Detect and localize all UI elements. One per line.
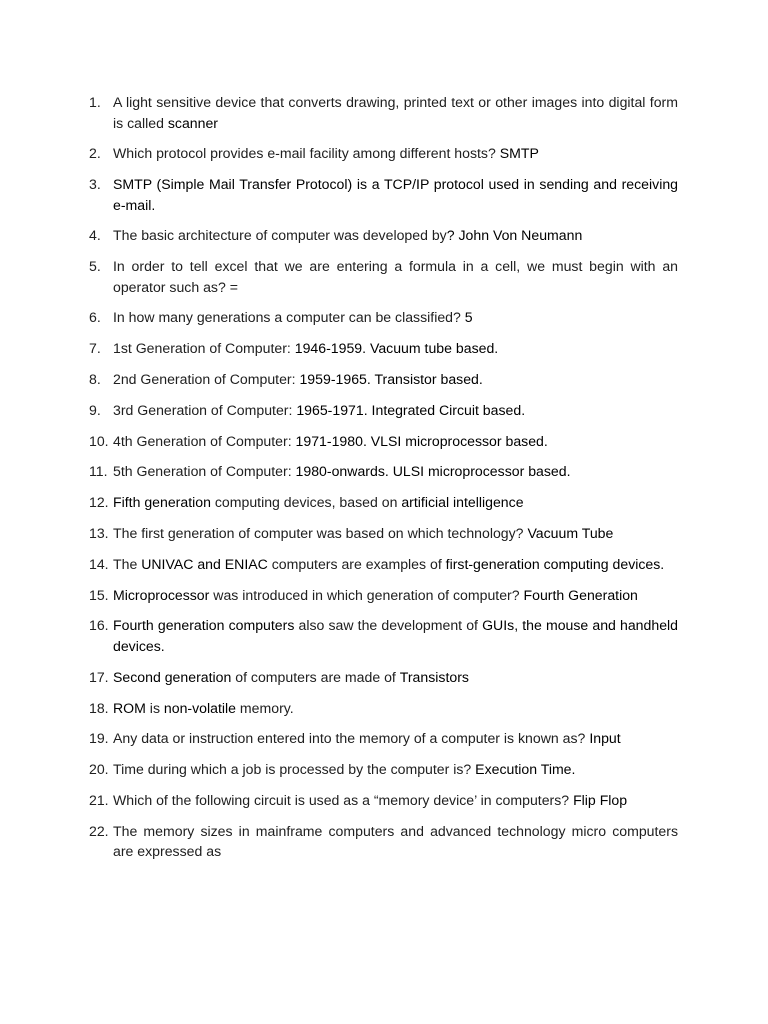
answer-text: Execution Time. xyxy=(475,761,576,778)
question-text xyxy=(113,461,678,482)
question-text-segment: The memory sizes in mainframe computers and advanced technology micro computers are expressed as xyxy=(113,822,678,860)
question-text-segment: 1st Generation of Computer: xyxy=(113,340,295,357)
question-number: 14. xyxy=(89,555,109,572)
question-item xyxy=(89,143,678,164)
question-text-segment: Which of the following circuit is used as a “memory device’ in computers? xyxy=(113,791,574,808)
question-text-segment: In how many generations a computer can be classified? xyxy=(113,309,465,326)
question-text xyxy=(113,759,678,780)
question-text-segment: 5th Generation of Computer: xyxy=(113,463,296,480)
question-item xyxy=(89,225,678,246)
question-item xyxy=(89,667,678,688)
question-text xyxy=(113,790,678,811)
question-item xyxy=(89,585,678,606)
answer-text: Microprocessor xyxy=(113,586,210,603)
question-item xyxy=(89,698,678,719)
answer-text: first-generation computing devices. xyxy=(445,555,665,572)
question-text-segment: Which protocol provides e-mail facility among different hosts? xyxy=(113,145,500,162)
question-number: 17. xyxy=(89,668,109,685)
question-number: 5. xyxy=(89,258,101,275)
question-text-segment: also saw the development of xyxy=(294,617,483,634)
question-number: 1. xyxy=(89,94,101,110)
answer-text: Second generation xyxy=(113,668,232,685)
question-text-segment: 4th Generation of Computer: xyxy=(113,432,296,449)
question-text-segment: The xyxy=(113,555,142,572)
answer-text: ROM xyxy=(113,699,146,716)
answer-text: ? John Von Neumann xyxy=(446,227,583,244)
answer-text: 1971-1980. VLSI microprocessor based. xyxy=(295,432,548,449)
answer-text: Transistors xyxy=(399,668,469,685)
question-item xyxy=(89,492,678,513)
question-text xyxy=(113,92,678,133)
question-number: 8. xyxy=(89,371,101,388)
question-text-segment: 2nd Generation of Computer: xyxy=(113,371,300,388)
question-item xyxy=(89,400,678,421)
question-item xyxy=(89,92,678,133)
answer-text: Fourth Generation xyxy=(523,586,638,603)
answer-text: 1980-onwards. ULSI microprocessor based. xyxy=(295,463,571,480)
question-number: 22. xyxy=(89,822,109,839)
question-text-segment: The basic architecture of computer was developed by xyxy=(113,227,447,244)
answer-text: 1946-1959. Vacuum tube based. xyxy=(294,340,499,357)
question-number: 21. xyxy=(89,791,109,808)
answer-text: scanner xyxy=(167,114,218,131)
question-number: 15. xyxy=(89,586,109,603)
question-text-segment: A light sensitive device that converts drawing, printed text or other images into digital form is called xyxy=(113,94,678,131)
question-item xyxy=(89,554,678,575)
question-item xyxy=(89,790,678,811)
question-text xyxy=(113,523,678,544)
question-item xyxy=(89,174,678,215)
question-item xyxy=(89,256,678,297)
question-number: 13. xyxy=(89,525,109,542)
question-text xyxy=(113,225,678,246)
question-number: 10. xyxy=(89,432,109,449)
question-text-segment: computers are examples of xyxy=(267,555,446,572)
question-item xyxy=(89,338,678,359)
question-number: 3. xyxy=(89,176,101,193)
answer-text: UNIVAC and ENIAC xyxy=(141,555,268,572)
question-text xyxy=(113,821,678,862)
question-text xyxy=(113,554,678,575)
question-item xyxy=(89,523,678,544)
question-text xyxy=(113,667,678,688)
question-item xyxy=(89,728,678,749)
question-text xyxy=(113,698,678,719)
question-number: 9. xyxy=(89,401,101,418)
question-text-segment: Time during which a job is processed by the computer is? xyxy=(113,761,476,778)
question-text xyxy=(113,431,678,452)
question-item xyxy=(89,615,678,656)
question-number: 2. xyxy=(89,145,101,162)
question-text xyxy=(113,728,678,749)
question-text-segment: Any data or instruction entered into the memory of a computer is known as? xyxy=(113,730,590,747)
question-text xyxy=(113,256,678,297)
answer-text: SMTP (Simple Mail Transfer Protocol) is a TCP/IP protocol used in sending and receiving e-mail. xyxy=(113,176,678,213)
question-text xyxy=(113,338,678,359)
answer-text: 1965-1971. Integrated Circuit based. xyxy=(296,401,526,418)
question-item xyxy=(89,431,678,452)
answer-text: 1959-1965. Transistor based. xyxy=(299,371,483,388)
question-text xyxy=(113,585,678,606)
question-text xyxy=(113,400,678,421)
answer-text: Vacuum Tube xyxy=(527,525,614,542)
question-text xyxy=(113,143,678,164)
answer-text: artificial intelligence xyxy=(401,494,524,511)
question-list xyxy=(89,92,678,872)
question-number: 7. xyxy=(89,340,101,357)
question-number: 18. xyxy=(89,699,109,716)
question-text xyxy=(113,615,678,656)
question-number: 12. xyxy=(89,494,109,511)
question-number: 20. xyxy=(89,761,109,778)
question-text xyxy=(113,492,678,513)
question-number: 4. xyxy=(89,227,101,244)
question-text-segment: memory. xyxy=(236,699,294,716)
question-text-segment: The first generation of computer was based on which technology? xyxy=(113,525,528,542)
question-number: 16. xyxy=(89,617,109,634)
answer-text: non-volatile xyxy=(163,699,236,716)
question-text-segment: computing devices, based on xyxy=(210,494,402,511)
question-text-segment: was introduced in which generation of computer? xyxy=(209,586,524,603)
question-text xyxy=(113,369,678,390)
question-number: 6. xyxy=(89,309,101,326)
answer-text: Fourth generation computers xyxy=(113,617,295,634)
question-item xyxy=(89,307,678,328)
question-text-segment: of computers are made of xyxy=(231,668,400,685)
question-text xyxy=(113,307,678,328)
answer-text: SMTP xyxy=(499,145,539,162)
answer-text: Input xyxy=(589,730,621,747)
answer-text: GUIs, the mouse and handheld devices. xyxy=(113,617,679,654)
question-item xyxy=(89,821,678,862)
question-number: 19. xyxy=(89,730,109,747)
question-item xyxy=(89,461,678,482)
question-number: 11. xyxy=(89,463,108,480)
question-text-segment: 3rd Generation of Computer: xyxy=(113,401,297,418)
answer-text: Fifth generation xyxy=(113,494,211,511)
question-item xyxy=(89,369,678,390)
answer-text: 5 xyxy=(464,309,473,326)
question-text-segment: In order to tell excel that we are entering a formula in a cell, we must begin with an operator such as? = xyxy=(113,258,678,295)
answer-text: Flip Flop xyxy=(573,791,628,808)
question-text xyxy=(113,174,678,215)
question-item xyxy=(89,759,678,780)
question-text-segment: is xyxy=(145,699,164,716)
